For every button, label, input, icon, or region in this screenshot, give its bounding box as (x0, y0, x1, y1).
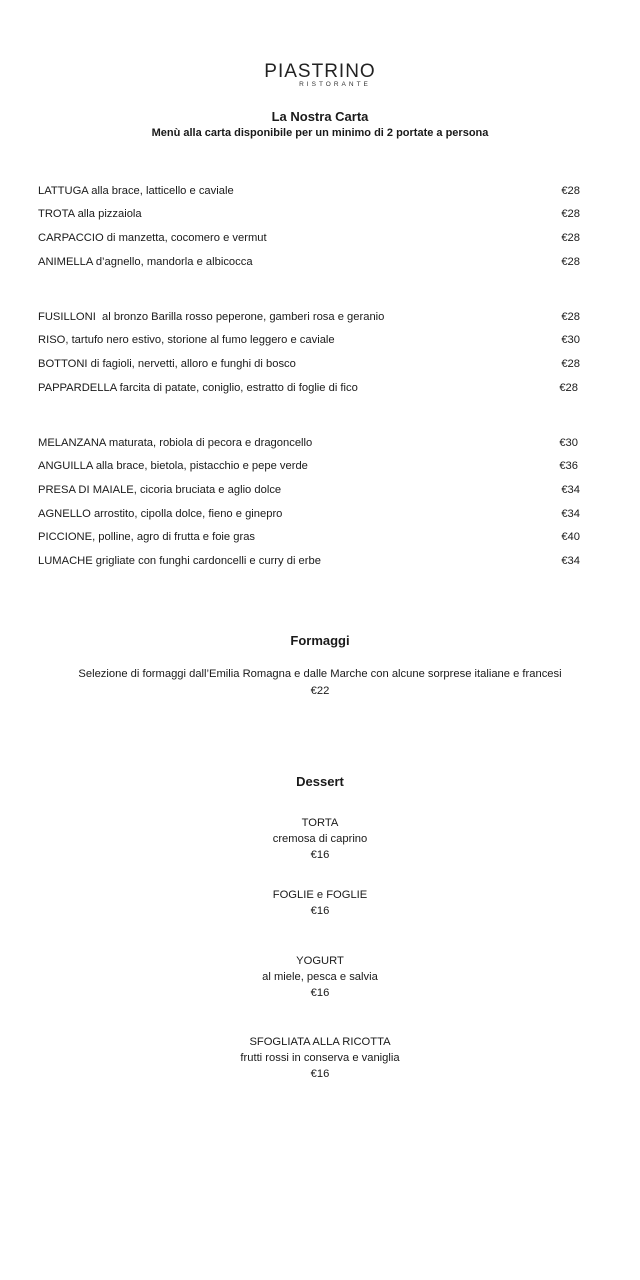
dessert-description: al miele, pesca e salvia (262, 971, 378, 983)
menu-item (38, 250, 580, 274)
formaggi-price: €22 (310, 685, 330, 697)
primi-section (38, 305, 580, 399)
menu-item (38, 525, 580, 549)
dessert-description: frutti rossi in conserva e vaniglia (240, 1052, 400, 1064)
item-price: €34 (561, 554, 580, 567)
item-name: PRESA DI MAIALE, cicoria bruciata e aglio dolce (38, 483, 282, 496)
antipasti-section (38, 179, 580, 273)
item-price: €28 (561, 255, 580, 268)
logo-subtitle: RISTORANTE (299, 81, 371, 88)
menu-item (38, 431, 580, 455)
item-name: LATTUGA alla brace, latticello e caviale (38, 184, 234, 197)
logo-name: PIASTRINO (264, 61, 376, 82)
dessert-name: SFOGLIATA ALLA RICOTTA (249, 1036, 391, 1048)
menu-item (38, 203, 580, 227)
menu-subtitle: Menù alla carta disponibile per un minimo di 2 portate a persona (151, 127, 489, 139)
menu-item (38, 549, 580, 573)
item-price: €28 (561, 231, 580, 244)
item-price: €34 (561, 483, 580, 496)
dessert-price: €16 (310, 905, 330, 917)
item-name: PICCIONE, polline, agro di frutta e foie gras (38, 531, 256, 544)
menu-item (38, 352, 580, 376)
dessert-item (0, 887, 640, 919)
item-name: ANGUILLA alla brace, bietola, pistacchio e pepe verde (38, 460, 308, 473)
dessert-name: TORTA (301, 817, 339, 829)
dessert-name: FOGLIE e FOGLIE (272, 889, 368, 901)
dessert-item (0, 1034, 640, 1082)
item-price: €40 (561, 531, 580, 544)
menu-item (38, 478, 580, 502)
formaggi-description: Selezione di formaggi dall’Emilia Romagna e dalle Marche con alcune sorprese italiane e francesi (78, 668, 562, 680)
item-price: €28 (561, 184, 580, 197)
secondi-section (38, 431, 580, 573)
menu-item (38, 305, 580, 329)
dessert-item (0, 815, 640, 863)
item-price: €28 (559, 381, 578, 394)
item-name: FUSILLONI al bronzo Barilla rosso peperone, gamberi rosa e geranio (38, 310, 385, 323)
item-name: TROTA alla pizzaiola (38, 208, 142, 221)
item-name: MELANZANA maturata, robiola di pecora e dragoncello (38, 436, 313, 449)
formaggi-heading: Formaggi (290, 633, 350, 648)
item-price: €30 (561, 334, 580, 347)
dessert-heading: Dessert (296, 774, 344, 789)
item-price: €28 (561, 310, 580, 323)
item-name: CARPACCIO di manzetta, cocomero e vermut (38, 231, 267, 244)
dessert-price: €16 (310, 987, 330, 999)
menu-item (38, 502, 580, 526)
item-price: €34 (561, 507, 580, 520)
menu-title: La Nostra Carta (271, 109, 369, 124)
item-name: ANIMELLA d’agnello, mandorla e albicocca (38, 255, 253, 268)
restaurant-logo (0, 62, 640, 89)
item-name: PAPPARDELLA farcita di patate, coniglio, estratto di foglie di fico (38, 381, 358, 394)
dessert-price: €16 (310, 1068, 330, 1080)
item-price: €28 (561, 357, 580, 370)
item-price: €30 (559, 436, 578, 449)
menu-item (38, 376, 580, 400)
item-name: BOTTONI di fagioli, nervetti, alloro e funghi di bosco (38, 357, 296, 370)
dessert-name: YOGURT (296, 955, 344, 967)
item-price: €36 (559, 460, 578, 473)
menu-item (38, 455, 580, 479)
item-price: €28 (561, 208, 580, 221)
item-name: RISO, tartufo nero estivo, storione al fumo leggero e caviale (38, 334, 335, 347)
dessert-price: €16 (310, 849, 330, 861)
menu-item (38, 226, 580, 250)
item-name: AGNELLO arrostito, cipolla dolce, fieno e ginepro (38, 507, 283, 520)
item-name: LUMACHE grigliate con funghi cardoncelli e curry di erbe (38, 554, 321, 567)
menu-item (38, 329, 580, 353)
menu-item (38, 179, 580, 203)
dessert-item (0, 953, 640, 1001)
dessert-description: cremosa di caprino (272, 833, 368, 845)
